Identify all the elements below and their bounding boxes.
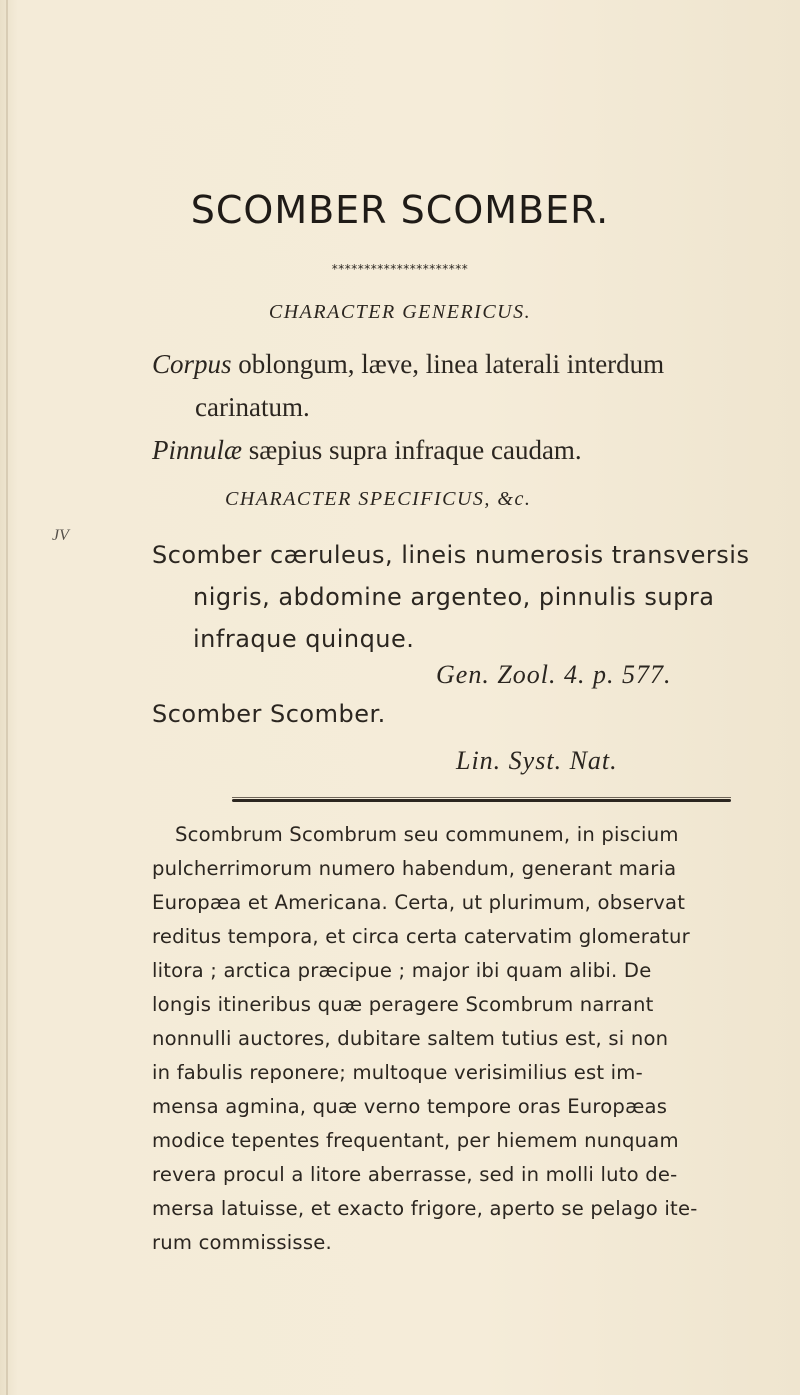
- divider-thin: [232, 797, 731, 798]
- pinnulae-text: sæpius supra infraque caudam.: [242, 435, 582, 465]
- corpus-line-2: carinatum.: [195, 392, 310, 422]
- body-line: reditus tempora, et circa certa catervatim glomeratur: [152, 925, 690, 948]
- body-line: in fabulis reponere; multoque verisimilius est im-: [152, 1061, 643, 1084]
- specific-line-3: infraque quinque.: [193, 625, 415, 653]
- reference-lin-syst: Lin. Syst. Nat.: [456, 746, 618, 775]
- body-line: revera procul a litore aberrasse, sed in molli luto de-: [152, 1163, 678, 1186]
- body-line: modice tepentes frequentant, per hiemem nunquam: [152, 1129, 679, 1152]
- body-line: Scombrum Scombrum seu communem, in piscium: [175, 823, 679, 846]
- corpus-word: Corpus: [152, 349, 232, 379]
- corpus-text: oblongum, læve, linea laterali interdum: [231, 349, 665, 379]
- margin-annotation: JV: [52, 527, 69, 544]
- body-line: pulcherrimorum numero habendum, generant maria: [152, 857, 677, 880]
- body-line: nonnulli auctores, dubitare saltem tutius est, si non: [152, 1027, 669, 1050]
- specific-line-1: Scomber cæruleus, lineis numerosis transversis: [152, 541, 750, 569]
- page-title: SCOMBER SCOMBER.: [190, 188, 610, 232]
- body-line: rum commississe.: [152, 1231, 332, 1254]
- species-name: Scomber Scomber.: [152, 700, 386, 728]
- body-line: mensa agmina, quæ verno tempore oras Europæas: [152, 1095, 668, 1118]
- pinnulae-word: Pinnulæ: [152, 435, 243, 465]
- body-line: mersa latuisse, et exacto frigore, aperto se pelago ite-: [152, 1197, 698, 1220]
- body-line: litora ; arctica præcipue ; major ibi quam alibi. De: [152, 959, 652, 982]
- corpus-description: [152, 343, 772, 429]
- reference-gen-zool: Gen. Zool. 4. p. 577.: [436, 660, 672, 689]
- body-paragraph: [152, 818, 784, 1260]
- star-separator: *********************: [331, 262, 469, 276]
- divider-rule: [232, 799, 731, 802]
- body-line: Europæa et Americana. Certa, ut plurimum, observat: [152, 891, 686, 914]
- specific-line-2: nigris, abdomine argenteo, pinnulis supra: [193, 583, 715, 611]
- generic-heading: CHARACTER GENERICUS.: [268, 301, 532, 323]
- body-line: longis itineribus quæ peragere Scombrum narrant: [152, 993, 654, 1016]
- pinnulae-description: [152, 429, 582, 472]
- specific-heading: CHARACTER SPECIFICUS, &c.: [225, 488, 532, 510]
- specific-description: [152, 534, 792, 660]
